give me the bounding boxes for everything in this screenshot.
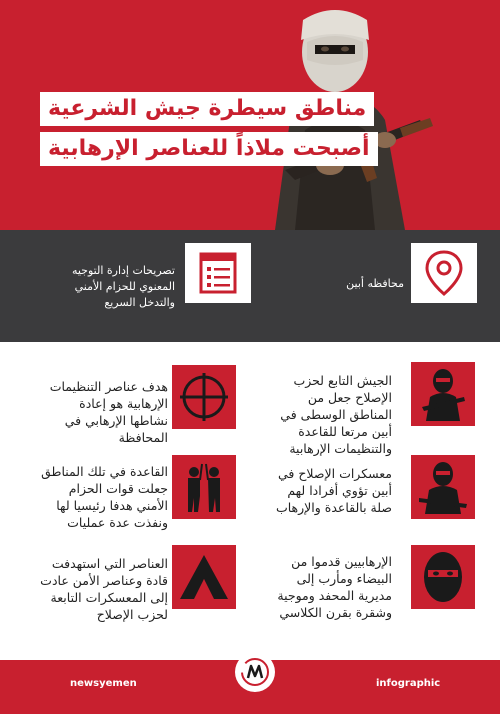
- balaclava-face-icon: [411, 545, 475, 609]
- statements-label: تصريحات إدارة التوجيه المعنوي للحزام الأمني والتدخل السريع: [71, 264, 175, 309]
- card-text-2: هدف عناصر التنظيمات الإرهابية هو إعادة نشاطها الإرهابي في المحافظة: [49, 379, 168, 445]
- card-text-1: الجيش التابع لحزب الإصلاح جعل من المناطق الوسطى في أبين مرتعا للقاعدة والتنظيمات الإرهابية: [280, 373, 392, 456]
- masked-fighter-icon: [411, 362, 475, 426]
- title-line-2: أصبحت ملاذاً للعناصر الإرهابية: [40, 132, 378, 166]
- card-text-5: الإرهابيين قدموا من البيضاء ومأرب إلى مديرية المحفد وموجية وشقرة بقرن الكلاسي: [277, 554, 392, 620]
- crosshair-icon: [172, 365, 236, 429]
- footer-brand: newsyemen: [70, 678, 137, 689]
- province-label: محافظه أبين: [346, 277, 404, 290]
- footer-label: infographic: [376, 678, 441, 689]
- header-banner: [0, 0, 500, 230]
- card-text-4: القاعدة في تلك المناطق جعلت قوات الحزام الأمني هدفا رئيسيا لها ونفذت عدة عمليات: [41, 464, 168, 530]
- card-text-6: العناصر التي استهدفت قادة وعناصر الأمن عادت إلى المعسكرات التابعة لحزب الإصلاح: [40, 556, 168, 622]
- title-line-1: مناطق سيطرة جيش الشرعية: [40, 92, 374, 126]
- tents-icon: [172, 545, 236, 609]
- location-pin-icon: [411, 243, 477, 303]
- card-text-3: معسكرات الإصلاح في أبين تؤوي أفرادا لهم صلة بالقاعدة والإرهاب: [275, 466, 392, 515]
- soldiers-icon: [172, 455, 236, 519]
- newsyemen-logo-icon: [235, 652, 275, 692]
- armed-militant-icon: [411, 455, 475, 519]
- document-list-icon: [185, 243, 251, 303]
